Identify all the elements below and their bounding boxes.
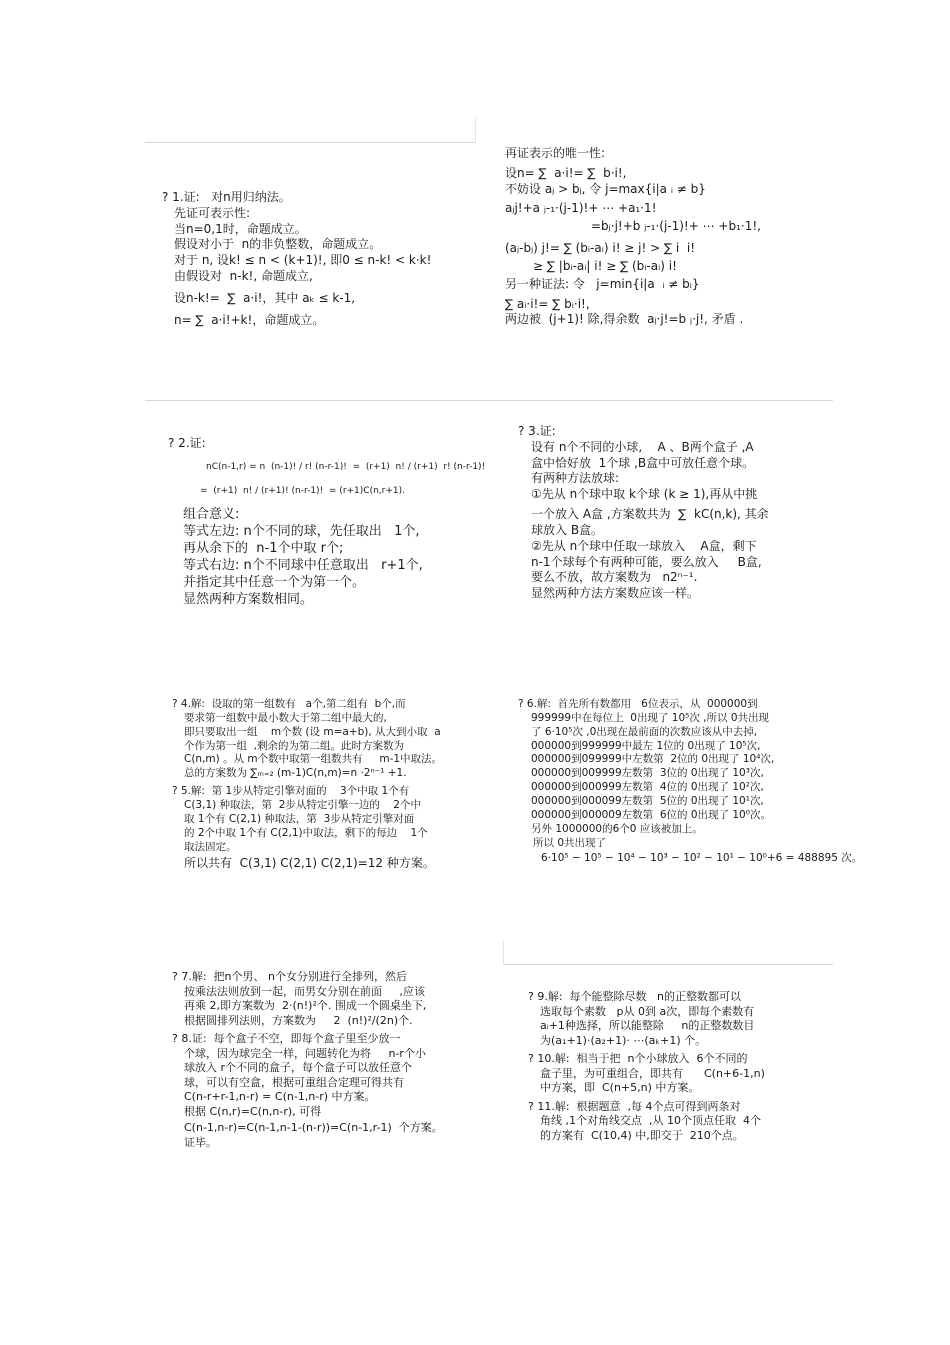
text-line: C(n-1,n-r)=C(n-1,n-1-(n-r))=C(n-1,r-1) 个方案。 xyxy=(184,1121,443,1135)
text-line: 的 2个中取 1个有 C(2,1)中取法，剩下的每边 1个 xyxy=(184,826,428,839)
text-line: ? 11.解: 根据题意 ,每 4个点可得到两条对 xyxy=(528,1099,741,1113)
text-line: ? 2.证: xyxy=(168,436,206,450)
text-line: 再乘 2,即方案数为 2·(n!)²个. 围成一个圆桌坐下, xyxy=(184,999,427,1013)
text-line: 盒子里，为可重组合，即共有 C(n+6-1,n) xyxy=(540,1066,765,1080)
text-line: 设n-k!= ∑ a·i!，其中 aₖ ≤ k-1, xyxy=(174,290,356,305)
text-line: 等式右边: n个不同球中任意取出 r+1个, xyxy=(183,558,423,574)
text-line: 000000到999999中最左 1位的 0出现了 10⁵次, xyxy=(531,739,761,752)
text-line: 另一种证法: 令 j=min{i|a ᵢ ≠ bᵢ} xyxy=(505,276,700,291)
text-line: 000000到000009左数第 6位的 0出现了 10⁰次。 xyxy=(531,808,771,821)
problem-1-existence xyxy=(162,190,462,329)
text-line: C(3,1) 种取法，第 2步从特定引擎一边的 2个中 xyxy=(184,799,421,812)
text-line: 为(a₁+1)·(a₂+1)· ⋯(aₖ+1) 个。 xyxy=(540,1033,707,1047)
text-line: 不妨设 aⱼ > bⱼ, 令 j=max{i|a ᵢ ≠ b} xyxy=(505,181,706,196)
text-line: 要求第一组数中最小数大于第二组中最大的, xyxy=(184,711,387,724)
text-line: 两边被 (j+1)! 除,得余数 aⱼ·j!=b ⱼ·j!, 矛盾 . xyxy=(505,312,744,327)
text-line: 球放入 B盒。 xyxy=(531,522,604,537)
text-line: 的方案有 C(10,4) 中,即交于 210个点。 xyxy=(540,1128,744,1142)
divider-top-left xyxy=(145,142,475,143)
text-line: n-1个球每个有两种可能，要么放入 B盒, xyxy=(531,554,762,569)
text-line: aⱼj!+a ⱼ-₁·(j-1)!+ ⋯ +a₁·1! xyxy=(505,201,657,216)
text-line: 再证表示的唯一性: xyxy=(505,146,606,160)
text-line: (aⱼ-bⱼ) j!= ∑ (bᵢ-aᵢ) i! ≥ j! > ∑ i i! xyxy=(505,241,696,256)
text-line: ? 1.证: 对n用归纳法。 xyxy=(162,190,291,204)
text-line: 即只要取出一组 m个数 (设 m=a+b), 从大到小取 a xyxy=(184,725,441,738)
text-line: ∑ aᵢ·i!= ∑ bᵢ·i!, xyxy=(505,296,590,311)
text-line: 所以共有 C(3,1) C(2,1) C(2,1)=12 种方案。 xyxy=(184,856,435,871)
text-line: ? 4.解: 设取的第一组数有 a个,第二组有 b个,而 xyxy=(172,698,406,710)
text-line: 000000到000999左数第 4位的 0出现了 10²次, xyxy=(531,781,764,794)
text-line: ? 10.解: 相当于把 n个小球放入 6个不同的 xyxy=(528,1052,748,1066)
text-line: ②先从 n个球中任取一球放入 A盒，剩下 xyxy=(531,538,757,553)
text-line: ? 7.解: 把n个男、 n个女分别进行全排列，然后 xyxy=(172,970,407,983)
text-line: 对于 n, 设k! ≤ n < (k+1)!, 即0 ≤ n-k! < k·k! xyxy=(174,253,432,268)
text-line: 取 1个有 C(2,1) 种取法，第 3步从特定引擎对面 xyxy=(184,812,415,825)
text-line: 等式左边: n个不同的球，先任取出 1个, xyxy=(183,523,420,539)
text-line: =bⱼ·j!+b ⱼ-₁·(j-1)!+ ⋯ +b₁·1!, xyxy=(591,219,761,234)
text-line: ? 5.解: 第 1步从特定引擎对面的 3个中取 1个有 xyxy=(172,785,410,798)
text-line: 取法固定。 xyxy=(184,840,237,853)
formula-line: nC(n-1,r) = n (n-1)! / r! (n-r-1)! = (r+1) n! / (r+1) r! (n-r-1)! xyxy=(206,461,486,472)
text-line: 6·10⁵ − 10⁵ − 10⁴ − 10³ − 10² − 10¹ − 10⁰+6 = 488895 次。 xyxy=(541,852,863,865)
text-line: 根据圆排列法则，方案数为 2 (n!)²/(2n)个. xyxy=(184,1013,413,1027)
text-line: 再从余下的 n-1个中取 r个; xyxy=(183,540,344,556)
text-line: 另外 1000000的6个0 应该被加上。 xyxy=(531,822,703,835)
formula-line: = (r+1) n! / (r+1)! (n-r-1)! = (r+1)C(n,r+1). xyxy=(200,485,405,496)
text-line: 由假设对 n-k!, 命题成立, xyxy=(174,269,313,284)
text-line: 当n=0,1时，命题成立。 xyxy=(174,221,307,236)
text-line: 总的方案数为 ∑ₘ₌₂ (m-1)C(n,m)=n ·2ⁿ⁻¹ +1. xyxy=(184,767,407,780)
text-line: ? 9.解: 每个能整除尽数 n的正整数都可以 xyxy=(528,990,741,1003)
problem-1-uniqueness xyxy=(505,146,825,328)
text-line: 球放入 r个不同的盒子，每个盒子可以放任意个 xyxy=(184,1061,413,1075)
text-line: 证毕。 xyxy=(184,1135,217,1149)
text-line: 了 6·10⁵次 ,0出现在最前面的次数应该从中去掉, xyxy=(531,725,758,738)
text-line: 000000到009999左数第 3位的 0出现了 10³次, xyxy=(531,767,764,780)
problem-9-11 xyxy=(528,990,828,1143)
text-line: ①先从 n个球中取 k个球 (k ≥ 1),再从中挑 xyxy=(531,487,758,502)
text-line: 角线 ,1个对角线交点 ,从 10个顶点任取 4个 xyxy=(540,1114,761,1128)
text-line: 个球，因为球完全一样，问题转化为将 n-r个小 xyxy=(184,1046,426,1060)
text-line: C(n-r+r-1,n-r) = C(n-1,n-r) 中方案。 xyxy=(184,1090,376,1104)
text-line: 球，可以有空盒，根据可重组合定理可得共有 xyxy=(184,1075,404,1089)
text-line: 按乘法法则放到一起，而男女分别在前面 ,应该 xyxy=(184,984,425,998)
text-line: 选取每个素数 p从 0到 a次，即每个素数有 xyxy=(540,1004,755,1018)
text-line: ? 6.解: 首先所有数都用 6位表示，从 000000到 xyxy=(518,698,758,710)
text-line: 要么不放，故方案数为 n2ⁿ⁻¹. xyxy=(531,570,698,585)
text-line: 000000到000099左数第 5位的 0出现了 10¹次, xyxy=(531,795,764,808)
text-line: ≥ ∑ |bᵢ-aᵢ| i! ≥ ∑ (bᵢ-aᵢ) i! xyxy=(533,258,677,273)
text-line: 000000到099999中左数第 2位的 0出现了 10⁴次, xyxy=(531,753,775,766)
divider-row-1 xyxy=(145,400,833,401)
problem-3 xyxy=(518,424,818,602)
text-line: n= ∑ a·i!+k!，命题成立。 xyxy=(174,312,325,327)
problem-6 xyxy=(518,698,863,866)
text-line: 盒中恰好放 1个球 ,B盒中可放任意个球。 xyxy=(531,455,755,470)
problem-7-8 xyxy=(172,970,482,1150)
text-line: aᵢ+1种选择，所以能整除 n的正整数数目 xyxy=(540,1019,755,1033)
text-line: 有两种方法放球: xyxy=(531,471,620,486)
problem-2 xyxy=(168,436,486,609)
text-line: 根据 C(n,r)=C(n,n-r), 可得 xyxy=(184,1104,322,1118)
text-line: 中方案，即 C(n+5,n) 中方案。 xyxy=(540,1081,700,1095)
text-line: ? 8.证: 每个盒子不空，即每个盒子里至少放一 xyxy=(172,1032,401,1046)
text-line: C(n,m) 。从 m个数中取第一组数共有 m-1中取法。 xyxy=(184,753,443,766)
text-line: 显然两种方案数相同。 xyxy=(183,592,314,608)
divider-row-3-right xyxy=(503,964,833,965)
text-line: 所以 0共出现了 xyxy=(533,836,607,849)
text-line: 设有 n个不同的小球, A 、B两个盒子 ,A xyxy=(531,439,754,454)
text-line: 先证可表示性: xyxy=(174,205,251,220)
divider-top-tick xyxy=(475,118,476,143)
text-line: 个作为第一组 ,剩余的为第二组。此时方案数为 xyxy=(184,739,405,752)
text-line: 设n= ∑ a·i!= ∑ b·i!, xyxy=(505,165,627,180)
text-line: 999999中在每位上 0出现了 10⁵次 ,所以 0共出现 xyxy=(531,711,770,724)
text-line: ? 3.证: xyxy=(518,424,556,438)
problem-4-5 xyxy=(172,698,472,872)
text-line: 并指定其中任意一个为第一个。 xyxy=(183,575,366,591)
text-line: 显然两种方法方案数应该一样。 xyxy=(531,586,700,601)
text-line: 组合意义: xyxy=(183,506,240,522)
text-line: 一个放入 A盒 ,方案数共为 ∑ kC(n,k), 其余 xyxy=(531,507,769,522)
text-line: 假设对小于 n的非负整数，命题成立。 xyxy=(174,237,382,252)
divider-row-3-tick xyxy=(503,940,504,965)
